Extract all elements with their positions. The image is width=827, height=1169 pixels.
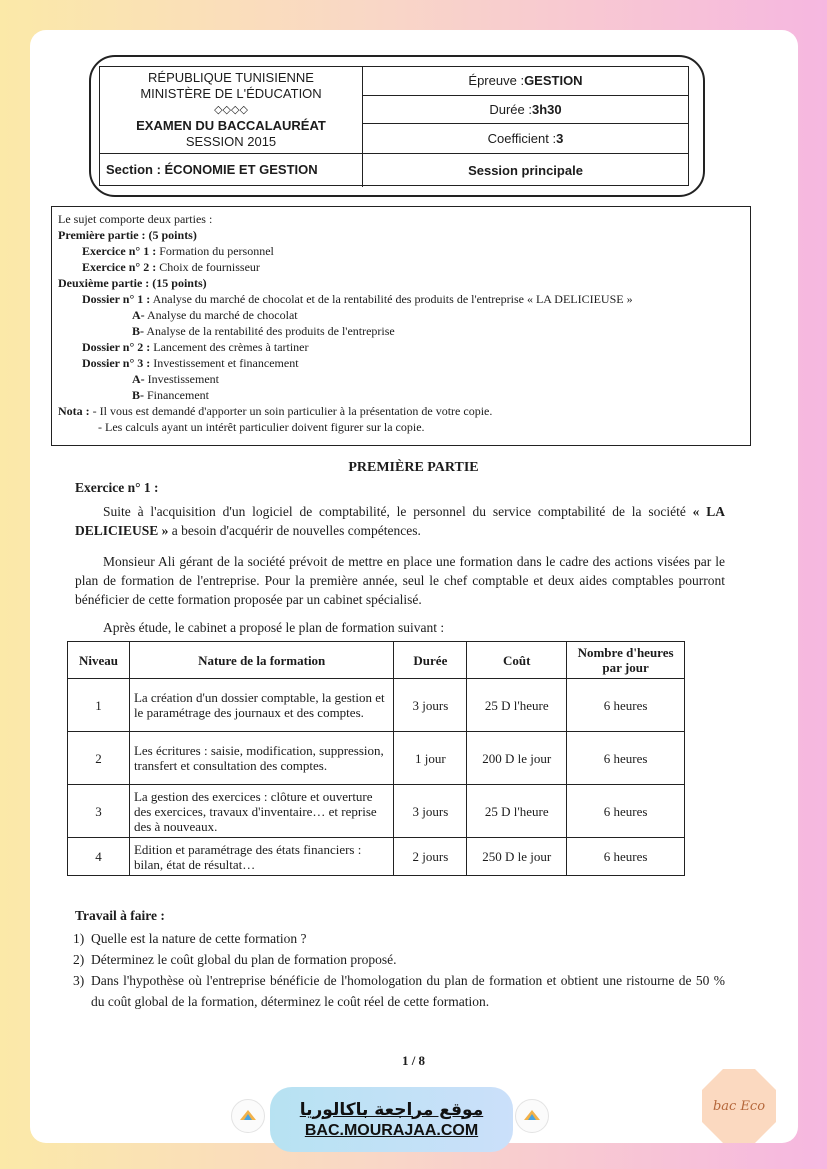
cell-heures: 6 heures <box>567 679 685 732</box>
part-title: PREMIÈRE PARTIE <box>348 460 479 475</box>
work-title: Travail à faire : <box>75 908 165 923</box>
summary-box <box>51 206 751 446</box>
country-name: RÉPUBLIQUE TUNISIENNE <box>148 70 314 85</box>
table-header-row <box>68 642 685 679</box>
cell-cout: 200 D le jour <box>467 732 567 785</box>
summary-intro: Le sujet comporte deux parties : <box>58 212 213 226</box>
cell-niveau: 2 <box>68 732 130 785</box>
table-row <box>68 679 685 732</box>
ornament: ◇◇◇◇ <box>214 104 248 116</box>
session-year: SESSION 2015 <box>185 134 277 149</box>
ministry-name: MINISTÈRE DE L'ÉDUCATION <box>140 86 322 101</box>
exercise-title: Exercice n° 1 : <box>75 480 159 495</box>
header-institution <box>100 67 363 154</box>
table-row <box>68 785 685 838</box>
exam-info <box>363 67 688 154</box>
summary-d1: Dossier n° 1 : Analyse du marché de chocolat et de la rentabilité des produits de l'entreprise « LA DELICIEUSE » <box>82 292 633 306</box>
cell-niveau: 3 <box>68 785 130 838</box>
list-item: 3) Dans l'hypothèse où l'entreprise bénéficie de l'homologation du plan de formation et obtient une ristourne de 50 % du coût global de la formation, déterminez le coût réel de cette formation. <box>73 973 725 1009</box>
site-link[interactable] <box>270 1087 513 1152</box>
session-type: Session principale <box>468 163 583 178</box>
cell-duree: 1 jour <box>394 732 467 785</box>
site-name-arabic: موقع مراجعة باكالوريا <box>299 1099 484 1120</box>
company-name: « LA DELICIEUSE » <box>75 504 725 538</box>
cell-nature: La gestion des exercices : clôture et ouverture des exercices, travaux d'inventaire… et reprise des à nouveaux. <box>129 785 394 838</box>
site-logo-icon <box>231 1099 265 1133</box>
part2-heading: Deuxième partie : (15 points) <box>58 276 207 290</box>
section-value: ÉCONOMIE ET GESTION <box>164 162 318 177</box>
col-header-heures: Nombre d'heures par jour <box>567 642 685 679</box>
site-url: BAC.MOURAJAA.COM <box>304 1121 479 1139</box>
epreuve-value: GESTION <box>524 73 583 89</box>
summary-d3-b: B- Financement <box>132 388 209 402</box>
site-logo-icon <box>515 1099 549 1133</box>
part1-heading: Première partie : (5 points) <box>58 228 197 242</box>
cell-heures: 6 heures <box>567 785 685 838</box>
cell-nature: Edition et paramétrage des états financiers : bilan, état de résultat… <box>129 838 394 876</box>
page-number: 1 / 8 <box>401 1053 426 1068</box>
paragraph-2: Monsieur Ali gérant de la société prévoit de mettre en place une formation dans le cadre des actions visées par le plan de formation de l'entreprise. Pour la première année, seul le chef comptable et deux aides comptables pourront bénéficier de cette formation proposée par un cabinet spécialisé. <box>75 554 725 607</box>
summary-ex2: Exercice n° 2 : Choix de fournisseur <box>82 260 260 274</box>
cell-nature: La création d'un dossier comptable, la gestion et le paramétrage des journaux et des comptes. <box>129 679 394 732</box>
duree-row: Durée : 3h30 <box>363 96 688 125</box>
exam-name: EXAMEN DU BACCALAURÉAT <box>136 118 326 133</box>
nota-line-2: - Les calculs ayant un intérêt particulier doivent figurer sur la copie. <box>98 420 425 434</box>
cell-duree: 2 jours <box>394 838 467 876</box>
summary-d2: Dossier n° 2 : Lancement des crèmes à tartiner <box>82 340 309 354</box>
summary-d1-a: A- Analyse du marché de chocolat <box>132 308 298 322</box>
summary-ex1: Exercice n° 1 : Formation du personnel <box>82 244 274 258</box>
cell-nature: Les écritures : saisie, modification, suppression, transfert et consultation des comptes. <box>129 732 394 785</box>
paragraph-1: Suite à l'acquisition d'un logiciel de comptabilité, le personnel du service comptabilité de la société « LA DELICIEUSE » a besoin d'acquérir de nouvelles compétences. <box>75 504 725 538</box>
summary-d1-b: B- Analyse de la rentabilité des produits de l'entreprise <box>132 324 395 338</box>
summary-d3-a: A- Investissement <box>132 372 219 386</box>
col-header-cout: Coût <box>467 642 567 679</box>
bac-eco-badge <box>700 1067 778 1145</box>
table-row <box>68 838 685 876</box>
list-item: 2) Déterminez le coût global du plan de formation proposé. <box>73 952 397 967</box>
coefficient-value: 3 <box>556 131 564 147</box>
col-header-nature: Nature de la formation <box>129 642 394 679</box>
col-header-duree: Durée <box>394 642 467 679</box>
section-row: Section : ÉCONOMIE ET GESTION <box>100 154 363 187</box>
header-table <box>99 66 689 186</box>
cell-niveau: 4 <box>68 838 130 876</box>
summary-d3: Dossier n° 3 : Investissement et financement <box>82 356 299 370</box>
cell-niveau: 1 <box>68 679 130 732</box>
cell-heures: 6 heures <box>567 732 685 785</box>
coefficient-row: Coefficient : 3 <box>487 131 564 147</box>
cell-heures: 6 heures <box>567 838 685 876</box>
formation-table <box>67 641 685 876</box>
paragraph-3: Après étude, le cabinet a proposé le plan de formation suivant : <box>103 620 445 635</box>
cell-duree: 3 jours <box>394 679 467 732</box>
cell-cout: 250 D le jour <box>467 838 567 876</box>
cell-cout: 25 D l'heure <box>467 785 567 838</box>
epreuve-row: Épreuve : GESTION <box>363 67 688 96</box>
list-item: 1) Quelle est la nature de cette formation ? <box>73 931 307 946</box>
table-row <box>68 732 685 785</box>
cell-duree: 3 jours <box>394 785 467 838</box>
nota-line-1: Nota : - Il vous est demandé d'apporter un soin particulier à la présentation de votre copie. <box>58 404 493 418</box>
duree-value: 3h30 <box>532 101 562 117</box>
badge-text: bac Eco <box>712 1098 766 1114</box>
cell-cout: 25 D l'heure <box>467 679 567 732</box>
task-list <box>73 928 725 1012</box>
col-header-niveau: Niveau <box>68 642 130 679</box>
